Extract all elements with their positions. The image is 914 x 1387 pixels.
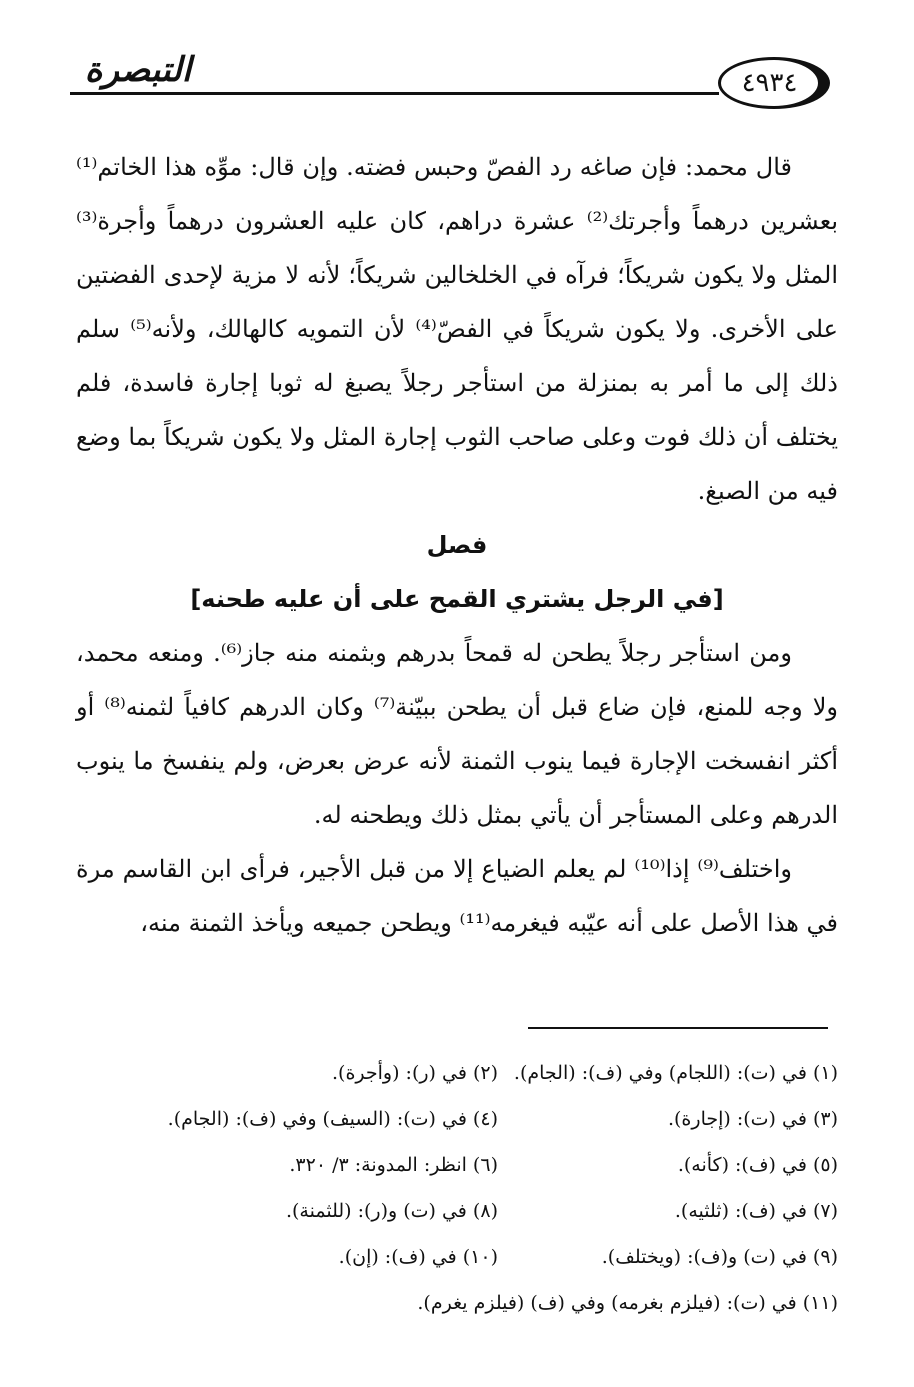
footnote-row xyxy=(96,1142,838,1188)
paragraph-1: قال محمد: فإن صاغه رد الفصّ وحبس فضته. وإن قال: موِّه هذا الخاتم⁽¹⁾ بعشرين درهماً وأجرتك⁽²⁾ عشرة دراهم، كان عليه العشرون درهماً وأجرة⁽³⁾ المثل ولا يكون شريكاً؛ فرآه في الخلخالين شريكاً؛ لأنه لا مزية لإحدى الفضتين على الأخرى. ولا يكون شريكاً في الفصّ⁽⁴⁾ لأن التمويه كالهالك، ولأنه⁽⁵⁾ سلم ذلك إلى ما أمر به بمنزلة من استأجر رجلاً يصبغ له ثوبا إجارة فاسدة، فلم يختلف أن ذلك فوت وعلى صاحب الثوب إجارة المثل ولا يكون شريكاً بما وضع فيه من الصبغ. xyxy=(76,153,839,505)
running-title: التبصرة xyxy=(84,50,192,90)
footnote-10: (١٠) في (ف): (إن). xyxy=(338,1246,498,1268)
main-text xyxy=(76,140,838,950)
footnote-5: (٥) في (ف): (كأنه). xyxy=(677,1154,838,1176)
header-rule xyxy=(70,92,719,95)
page-number-badge xyxy=(718,57,830,109)
section-heading: فصل xyxy=(426,531,488,559)
section-subheading: [في الرجل يشتري القمح على أن عليه طحنه] xyxy=(190,585,724,613)
footnotes xyxy=(96,1050,838,1326)
footnote-row xyxy=(96,1050,838,1096)
footnote-8: (٨) في (ت) و(ر): (للثمنة). xyxy=(285,1200,498,1222)
paragraph-3: واختلف⁽⁹⁾ إذا⁽¹⁰⁾ لم يعلم الضياع إلا من قبل الأجير، فرأى ابن القاسم مرة في هذا الأصل على أنه عيّبه فيغرمه⁽¹¹⁾ ويطحن جميعه ويأخذ الثمنة منه، xyxy=(76,855,838,937)
page-number: ٤٩٣٤ xyxy=(741,68,798,98)
footnote-6: (٦) انظر: المدونة: ٣/ ٣٢٠. xyxy=(289,1154,498,1176)
paragraph-2: ومن استأجر رجلاً يطحن له قمحاً بدرهم وبثمنه منه جاز⁽⁶⁾. ومنعه محمد، ولا وجه للمنع، فإن ضاع قبل أن يطحن ببيّنة⁽⁷⁾ وكان الدرهم كافياً لثمنه⁽⁸⁾ أو أكثر انفسخت الإجارة فيما ينوب الثمنة لأنه عرض بعرض، ولم ينفسخ ما ينوب الدرهم وعلى المستأجر أن يأتي بمثل ذلك ويطحنه له. xyxy=(76,639,839,829)
footnote-11: (١١) في (ت): (فيلزم بغرمه) وفي (ف) (فيلزم يغرم). xyxy=(417,1292,838,1314)
footnote-row xyxy=(96,1188,838,1234)
footnote-separator xyxy=(528,1027,828,1029)
footnote-row xyxy=(96,1234,838,1280)
footnote-row xyxy=(96,1280,838,1326)
footnote-4: (٤) في (ت): (السيف) وفي (ف): (الجام). xyxy=(167,1108,498,1130)
footnote-7: (٧) في (ف): (ثلثيه). xyxy=(674,1200,838,1222)
footnote-9: (٩) في (ت) و(ف): (ويختلف). xyxy=(601,1246,838,1268)
page-header xyxy=(0,40,914,110)
footnote-2: (٢) في (ر): (وأجرة). xyxy=(332,1062,498,1084)
footnote-row xyxy=(96,1096,838,1142)
footnote-1: (١) في (ت): (اللجام) وفي (ف): (الجام). xyxy=(513,1062,838,1084)
footnote-3: (٣) في (ت): (إجارة). xyxy=(667,1108,838,1130)
